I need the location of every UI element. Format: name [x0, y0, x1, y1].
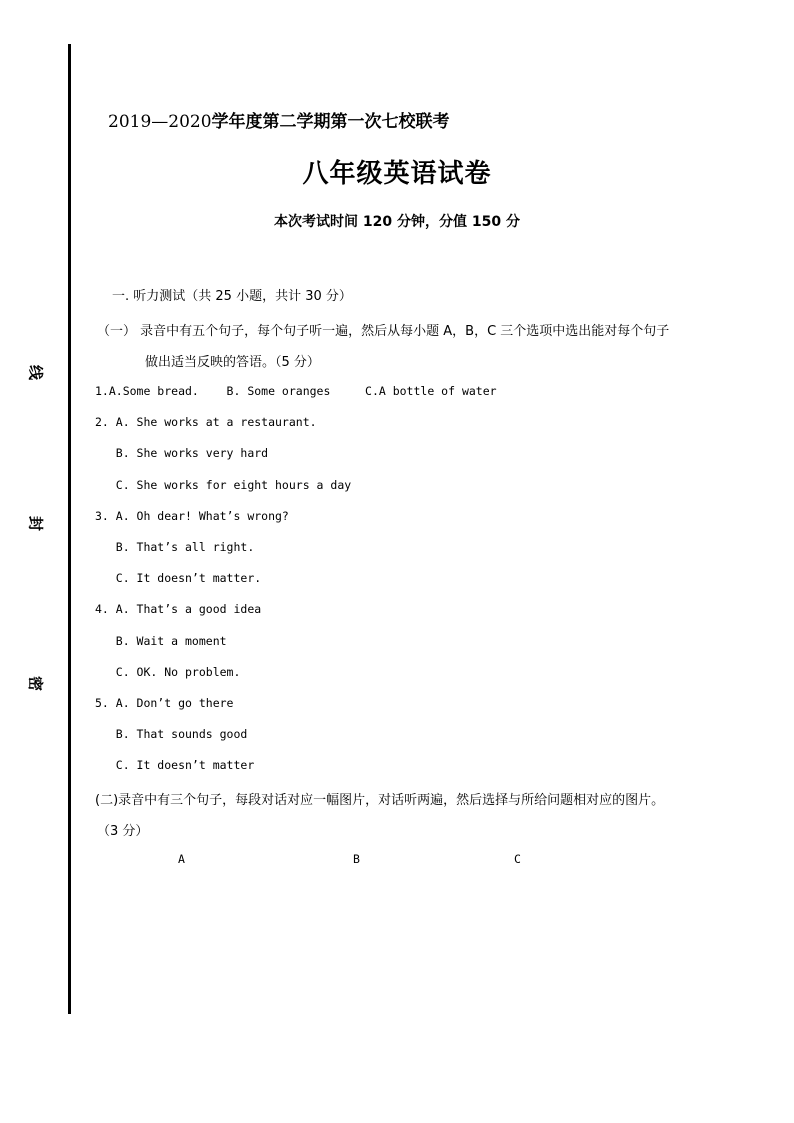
section2-score: （3 分）	[97, 824, 149, 839]
question-4-option-a: 4. A. That’s a good idea	[95, 602, 262, 616]
picture-option-b: B	[353, 852, 360, 866]
question-4-option-b: B. Wait a moment	[95, 634, 227, 648]
question-5-option-a: 5. A. Don’t go there	[95, 696, 234, 710]
question-2-option-a: 2. A. She works at a restaurant.	[95, 415, 317, 429]
question-2-option-c: C. She works for eight hours a day	[95, 478, 352, 492]
exam-year: 2019—2020	[108, 112, 212, 132]
margin-char-mi: 密	[26, 675, 45, 691]
section1-instructions: （一） 录音中有五个句子，每个句子听一遍，然后从每小题 A，B，C 三个选项中选出能对每个句子	[97, 324, 670, 339]
exam-header	[108, 107, 450, 132]
section1-instructions-cont: 做出适当反映的答语。（5 分）	[145, 355, 320, 370]
exam-duration-score: 本次考试时间 120 分钟，分值 150 分	[274, 214, 520, 230]
picture-option-a: A	[178, 852, 185, 866]
page-title: 八年级英语试卷	[302, 159, 492, 189]
question-3-option-b: B. That’s all right.	[95, 540, 255, 554]
question-3-option-a: 3. A. Oh dear! What’s wrong?	[95, 509, 289, 523]
picture-option-c: C	[514, 852, 521, 866]
exam-term: 学年度第二学期第一次七校联考	[211, 112, 450, 132]
question-5-option-b: B. That sounds good	[95, 727, 248, 741]
question-1: 1.A.Some bread. B. Some oranges C.A bottle of water	[95, 384, 497, 398]
part1-heading: 一. 听力测试（共 25 小题，共计 30 分）	[112, 289, 352, 304]
question-4-option-c: C. OK. No problem.	[95, 665, 241, 679]
margin-char-xian: 线	[26, 364, 45, 380]
question-5-option-c: C. It doesn’t matter	[95, 758, 255, 772]
margin-char-feng: 封	[26, 515, 45, 531]
question-3-option-c: C. It doesn’t matter.	[95, 571, 262, 585]
section2-instructions: (二)录音中有三个句子，每段对话对应一幅图片，对话听两遍，然后选择与所给问题相对应的图片。	[95, 793, 665, 808]
question-2-option-b: B. She works very hard	[95, 446, 269, 460]
